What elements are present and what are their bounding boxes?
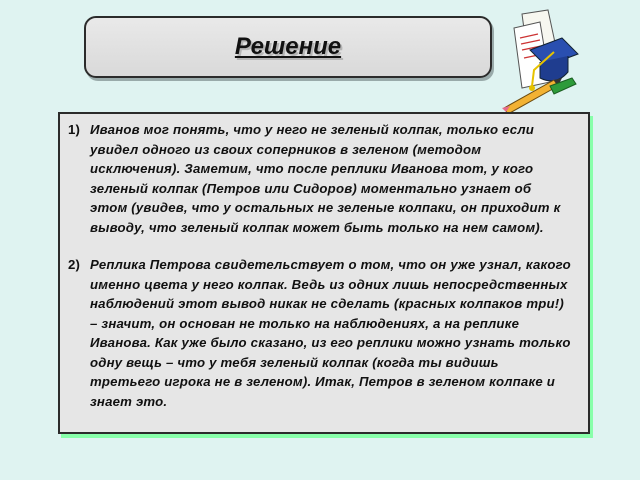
item-text: Иванов мог понять, что у него не зеленый колпак, только если увидел одного из своих соперников в зеленом (методом исключения). Заметим, что после реплики Иванова тот, у кого зеленый колпак (Петров или Сидоров) моментально узнает об этом (увидев, что у остальных не зеленые колпаки, он приходит к выводу, что зеленый колпак может быть только на нем самом). <box>90 122 561 235</box>
item-number: 1) <box>68 122 81 137</box>
title-box <box>84 16 492 78</box>
graduation-cap-clipart-icon <box>500 8 580 116</box>
slide-title: Решение <box>234 33 342 60</box>
item-number: 2) <box>68 257 81 272</box>
list-item <box>68 255 572 411</box>
solution-box <box>58 112 590 434</box>
item-text: Реплика Петрова свидетельствует о том, что он уже узнал, какого именно цвета у него колпак. Ведь из одних лишь непосредственных наблюдений этот вывод никак не сделать (красных колпаков три!) – значит, он основан не только на наблюдениях, а на реплике Иванова. Как уже было сказано, из его реплики можно узнать только одну вещь – что у тебя зеленый колпак (когда ты видишь третьего игрока не в зеленом). Итак, Петров в зеленом колпаке и знает это. <box>90 257 571 409</box>
list-item <box>68 120 572 237</box>
